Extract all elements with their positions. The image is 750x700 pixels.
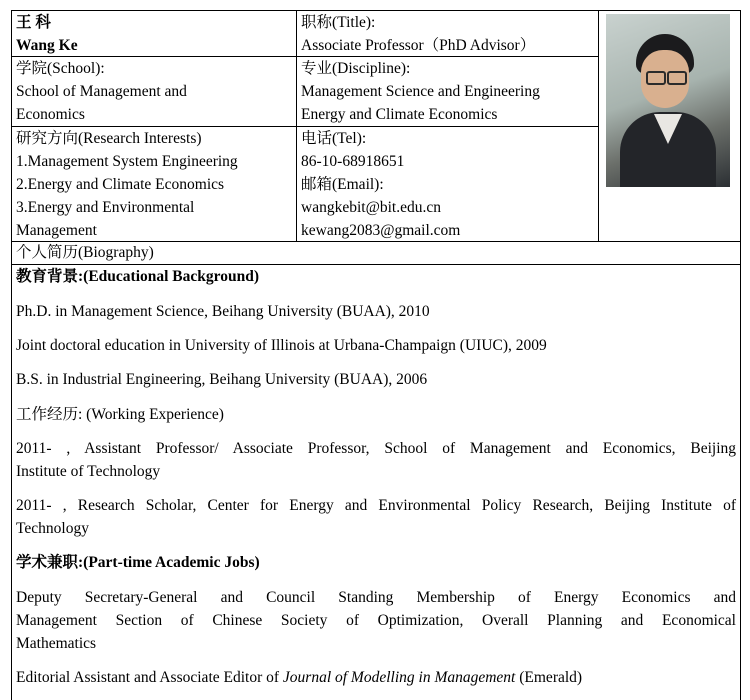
tel-label: 电话(Tel): bbox=[301, 130, 367, 147]
email-link-secondary[interactable]: kewang2083@gmail.com bbox=[301, 222, 461, 239]
biography-heading: 个人简历(Biography) bbox=[16, 244, 154, 261]
academic-job-1-line2: Management Section of Chinese Society of Optimization, Overall Planning and Economical bbox=[16, 612, 736, 629]
education-heading: 教育背景:(Educational Background) bbox=[16, 268, 260, 285]
name-chinese: 王 科 bbox=[16, 14, 51, 31]
academic-job-2-prefix: Editorial Assistant and Associate Editor of bbox=[16, 669, 283, 686]
discipline-value-line2: Energy and Climate Economics bbox=[301, 106, 498, 123]
biography-heading-cell bbox=[16, 242, 736, 264]
research-label: 研究方向(Research Interests) bbox=[16, 130, 202, 147]
school-cell bbox=[16, 57, 294, 126]
contact-cell bbox=[301, 127, 597, 241]
title-label: 职称(Title): bbox=[301, 14, 376, 31]
photo-glasses-right bbox=[667, 71, 687, 85]
research-item: Management bbox=[16, 222, 97, 239]
education-item: Ph.D. in Management Science, Beihang University (BUAA), 2010 bbox=[16, 303, 430, 320]
academic-job-1-line1: Deputy Secretary-General and Council Standing Membership of Energy Economics and bbox=[16, 589, 736, 606]
tel-value: 86-10-68918651 bbox=[301, 153, 405, 170]
email-link-primary[interactable]: wangkebit@bit.edu.cn bbox=[301, 199, 441, 216]
research-item: 3.Energy and Environmental bbox=[16, 199, 195, 216]
school-value-line1: School of Management and bbox=[16, 83, 187, 100]
email-label: 邮箱(Email): bbox=[301, 176, 384, 193]
discipline-value-line1: Management Science and Engineering bbox=[301, 83, 540, 100]
work-item-2-line1: 2011- , Research Scholar, Center for Energy and Environmental Policy Research, Beijing Institute of bbox=[16, 497, 736, 514]
academic-job-1-line3: Mathematics bbox=[16, 635, 97, 652]
work-item-2-line2: Technology bbox=[16, 520, 89, 537]
discipline-cell bbox=[301, 57, 597, 126]
school-label: 学院(School): bbox=[16, 60, 105, 77]
research-cell bbox=[16, 127, 294, 241]
education-item: Joint doctoral education in University of Illinois at Urbana-Champaign (UIUC), 2009 bbox=[16, 337, 547, 354]
discipline-label: 专业(Discipline): bbox=[301, 60, 411, 77]
work-heading: 工作经历: (Working Experience) bbox=[16, 406, 224, 423]
work-item-1-line2: Institute of Technology bbox=[16, 463, 161, 480]
academic-job-2 bbox=[16, 666, 582, 689]
education-item: B.S. in Industrial Engineering, Beihang University (BUAA), 2006 bbox=[16, 371, 428, 388]
name-english: Wang Ke bbox=[16, 37, 78, 54]
research-item: 1.Management System Engineering bbox=[16, 153, 238, 170]
journal-name: Journal of Modelling in Management bbox=[282, 669, 516, 686]
table-border-right bbox=[740, 10, 741, 700]
portrait-photo bbox=[606, 14, 730, 187]
school-value-line2: Economics bbox=[16, 106, 85, 123]
biography-body bbox=[16, 265, 736, 695]
photo-glasses-left bbox=[646, 71, 666, 85]
research-item: 2.Energy and Climate Economics bbox=[16, 176, 225, 193]
divider-col2 bbox=[598, 10, 599, 241]
work-item-1-line1: 2011- , Assistant Professor/ Associate Professor, School of Management and Economics, Beijing bbox=[16, 440, 736, 457]
title-value: Associate Professor（PhD Advisor） bbox=[301, 37, 536, 54]
table-border-left bbox=[11, 10, 12, 700]
academic-job-2-suffix: (Emerald) bbox=[515, 669, 583, 686]
academic-jobs-heading: 学术兼职:(Part-time Academic Jobs) bbox=[16, 554, 260, 571]
name-cell bbox=[16, 11, 294, 57]
title-cell bbox=[301, 11, 597, 57]
